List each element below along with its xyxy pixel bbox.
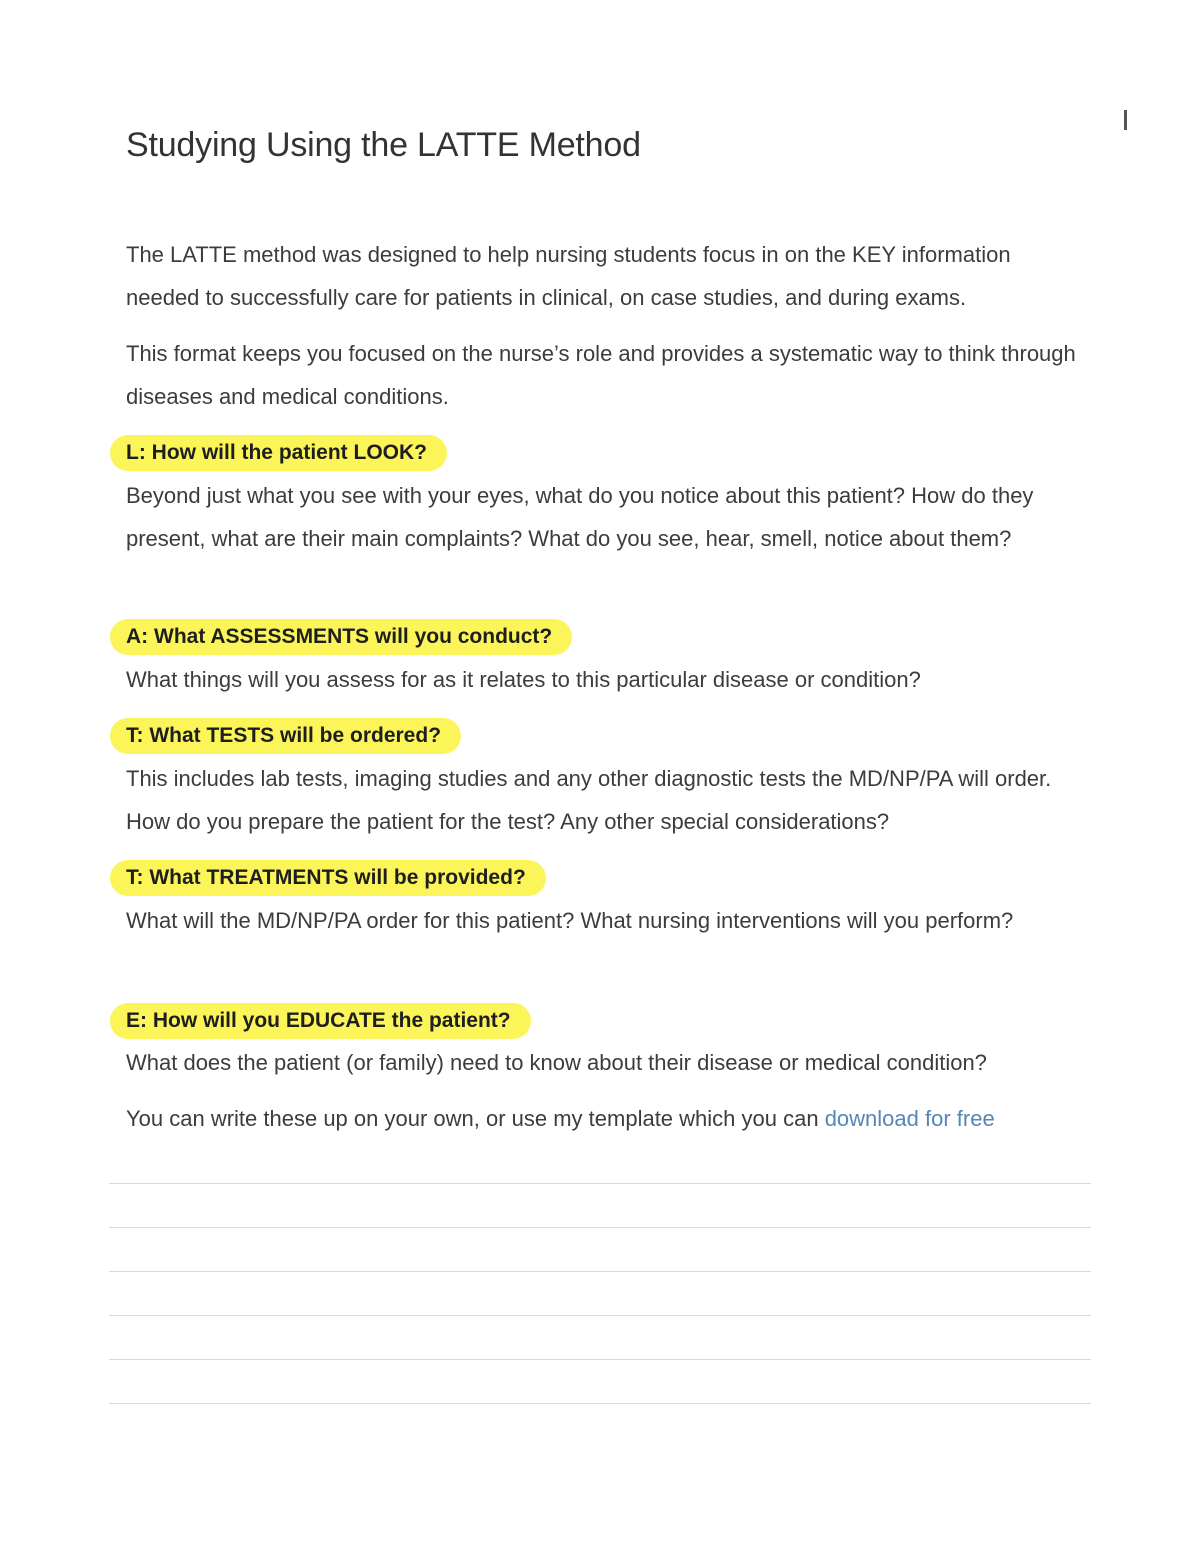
note-line <box>109 1271 1091 1272</box>
section-heading-educate: E: How will you EDUCATE the patient? <box>110 1003 531 1039</box>
download-template-link[interactable]: download for free <box>824 1106 995 1131</box>
section-heading-tests: T: What TESTS will be ordered? <box>110 718 461 754</box>
section-body-treatments: What will the MD/NP/PA order for this patient? What nursing interventions will you perform? <box>126 908 1014 933</box>
section-heading-treatments: T: What TREATMENTS will be provided? <box>110 860 546 896</box>
note-line <box>109 1359 1091 1360</box>
closing-text: You can write these up on your own, or use my template which you can <box>126 1106 825 1131</box>
intro-paragraph-2: This format keeps you focused on the nurse’s role and provides a systematic way to think through diseases and medical conditions. <box>126 341 1076 409</box>
page-title: Studying Using the LATTE Method <box>126 126 641 164</box>
note-line <box>109 1227 1091 1228</box>
page-marker <box>1124 110 1127 130</box>
section-body-tests: This includes lab tests, imaging studies and any other diagnostic tests the MD/NP/PA will order. How do you prepare the patient for the test? Any other special considerations? <box>126 766 1052 834</box>
section-heading-assessments: A: What ASSESSMENTS will you conduct? <box>110 619 572 655</box>
section-body-assessments: What things will you assess for as it relates to this particular disease or condition? <box>126 667 921 692</box>
note-line <box>109 1315 1091 1316</box>
intro-paragraph-1: The LATTE method was designed to help nursing students focus in on the KEY information needed to successfully care for patients in clinical, on case studies, and during exams. <box>126 242 1011 310</box>
note-line <box>109 1403 1091 1404</box>
section-body-educate: What does the patient (or family) need to know about their disease or medical condition? <box>126 1050 987 1075</box>
closing-paragraph <box>126 1097 1086 1140</box>
section-body-look: Beyond just what you see with your eyes, what do you notice about this patient? How do they present, what are their main complaints? What do you see, hear, smell, notice about them? <box>126 483 1034 551</box>
section-heading-look: L: How will the patient LOOK? <box>110 435 447 471</box>
note-line <box>109 1183 1091 1184</box>
